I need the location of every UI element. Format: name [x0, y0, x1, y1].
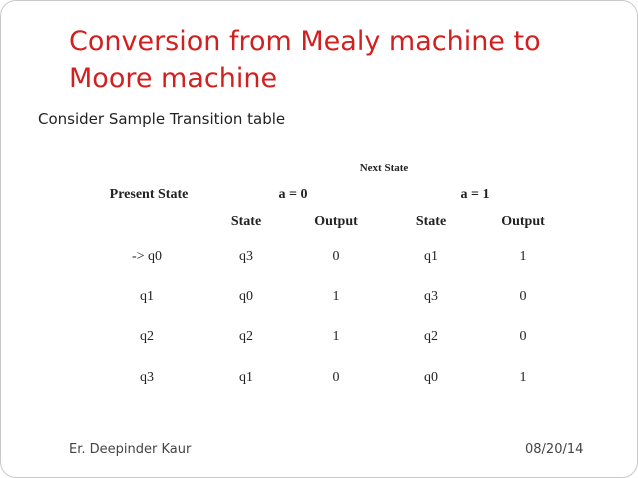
table-cell-output-a1: 1 — [519, 249, 527, 264]
table-cell-state-a1: q2 — [424, 329, 438, 344]
table-cell-output-a0: 0 — [332, 370, 340, 385]
slide-title — [69, 23, 609, 97]
title-line-1: Conversion from Mealy machine to — [69, 26, 541, 57]
present-state-header: Present State — [109, 187, 189, 202]
table-cell-present: q2 — [140, 329, 154, 344]
next-state-header: Next State — [359, 162, 409, 174]
table-cell-state-a1: q1 — [424, 249, 438, 264]
slide-subtitle: Consider Sample Transition table — [38, 110, 286, 128]
sub-header-output-a1: Output — [501, 214, 545, 229]
footer-date: 08/20/14 — [525, 442, 584, 457]
sub-header-output-a0: Output — [314, 214, 358, 229]
table-cell-state-a0: q1 — [239, 370, 253, 385]
title-line-2: Moore machine — [69, 63, 278, 94]
table-cell-output-a1: 0 — [519, 329, 527, 344]
table-cell-state-a0: q0 — [239, 289, 253, 304]
table-cell-output-a0: 0 — [332, 249, 340, 264]
sub-header-state-a1: State — [415, 214, 447, 229]
footer-author: Er. Deepinder Kaur — [69, 442, 192, 457]
input-a1-header: a = 1 — [460, 187, 490, 202]
table-cell-present: -> q0 — [131, 249, 163, 264]
table-cell-present: q1 — [140, 289, 154, 304]
table-cell-output-a1: 0 — [519, 289, 527, 304]
table-cell-output-a0: 1 — [332, 329, 340, 344]
table-cell-present: q3 — [140, 370, 154, 385]
table-cell-state-a0: q3 — [239, 249, 253, 264]
table-cell-state-a1: q0 — [424, 370, 438, 385]
table-cell-state-a0: q2 — [239, 329, 253, 344]
table-cell-state-a1: q3 — [424, 289, 438, 304]
sub-header-state-a0: State — [230, 214, 262, 229]
input-a0-header: a = 0 — [278, 187, 308, 202]
table-cell-output-a0: 1 — [332, 289, 340, 304]
table-cell-output-a1: 1 — [519, 370, 527, 385]
